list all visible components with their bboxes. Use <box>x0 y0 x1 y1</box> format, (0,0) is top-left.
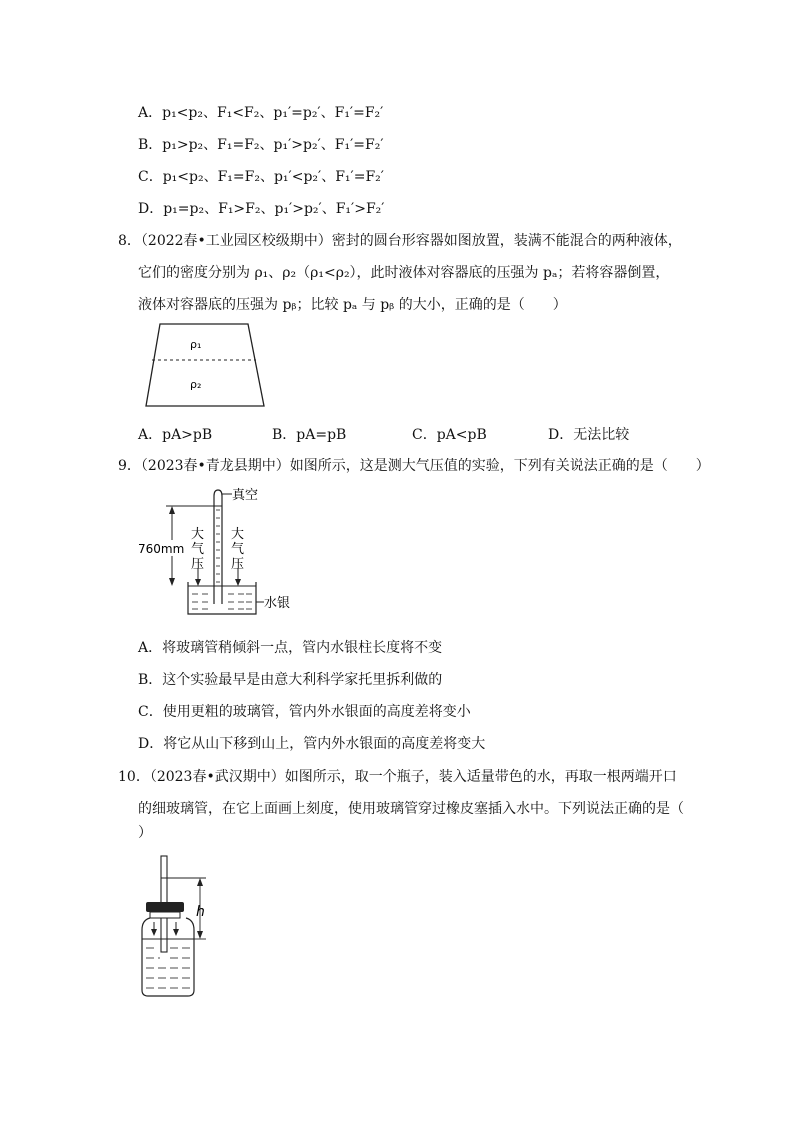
rubber-stopper <box>146 902 184 912</box>
h-arrow-down <box>197 931 203 939</box>
glass-tube <box>214 490 222 604</box>
atm-right-char-1: 大 <box>231 527 245 542</box>
atm-right-char-2: 气 <box>231 542 245 557</box>
pressure-arrowhead-left <box>151 929 157 936</box>
atm-right-char-3: 压 <box>231 557 245 572</box>
atm-arrowhead-right <box>235 579 241 586</box>
q10-stem-line-2: 的细玻璃管，在它上面画上刻度，使用玻璃管穿过橡皮塞插入水中。下列说法正确的是（ <box>138 801 684 817</box>
q8-stem-line-3: 液体对容器底的压强为 pᵦ；比较 pₐ 与 pᵦ 的大小，正确的是（ ） <box>138 297 567 313</box>
tube-mercury <box>216 510 220 582</box>
q8-option-c: C．pA<pB <box>412 427 487 443</box>
bottle-body <box>142 918 194 996</box>
atm-left-char-2: 气 <box>191 542 205 557</box>
q8-stem-line-2: 它们的密度分别为 ρ₁、ρ₂（ρ₁<ρ₂），此时液体对容器底的压强为 pₐ；若将容器倒置， <box>138 265 670 281</box>
rho1-label: ρ₁ <box>190 338 202 351</box>
q7-option-c: C．p₁<p₂、F₁=F₂、p₁′<p₂′、F₁′=F₂′ <box>138 169 384 185</box>
bottle-neck <box>150 912 180 918</box>
q8-option-a: A．pA>pB <box>138 427 213 443</box>
q10-bottle-figure <box>136 852 236 1002</box>
height-arrow-down <box>169 578 175 586</box>
height-arrow-up <box>169 506 175 514</box>
q10-stem-line-3: ） <box>138 825 152 841</box>
h-arrow-up <box>197 878 203 886</box>
water-hatching <box>146 948 190 988</box>
q9-stem: 9．（2023春•青龙县期中）如图所示，这是测大气压值的实验，下列有关说法正确的是（ ） <box>118 458 710 474</box>
height-label: 760mm <box>138 542 185 556</box>
q7-option-d: D．p₁=p₂、F₁>F₂、p₁′>p₂′、F₁′>F₂′ <box>138 201 385 217</box>
q7-option-b: B．p₁>p₂、F₁=F₂、p₁′>p₂′、F₁′=F₂′ <box>138 137 384 153</box>
q9-barometer-figure <box>136 486 306 620</box>
atm-left-char-3: 压 <box>191 557 205 572</box>
atm-arrowhead-left <box>195 579 201 586</box>
vacuum-label: 真空 <box>232 488 259 503</box>
q10-stem-line-1: 10．（2023春•武汉期中）如图所示，取一个瓶子，装入适量带色的水，再取一根两端开口 <box>118 769 677 785</box>
q8-option-d: D．无法比较 <box>548 427 630 443</box>
rho2-label: ρ₂ <box>190 378 202 391</box>
frustum-outline <box>146 324 264 406</box>
q9-option-a: A．将玻璃管稍倾斜一点，管内水银柱长度将不变 <box>138 640 443 656</box>
h-label: h <box>196 904 205 920</box>
q9-option-b: B．这个实验最早是由意大利科学家托里拆利做的 <box>138 672 443 688</box>
pressure-arrowhead-right <box>173 929 179 936</box>
q8-option-b: B．pA=pB <box>272 427 347 443</box>
q9-option-d: D．将它从山下移到山上，管内外水银面的高度差将变大 <box>138 736 486 752</box>
q8-stem-line-1: 8．（2022春•工业园区校级期中）密封的圆台形容器如图放置，装满不能混合的两种液体， <box>118 233 682 249</box>
q7-option-a: A．p₁<p₂、F₁<F₂、p₁′=p₂′、F₁′=F₂′ <box>138 105 384 121</box>
q8-frustum-figure <box>140 318 270 414</box>
mercury-label: 水银 <box>264 596 291 611</box>
atm-left-char-1: 大 <box>191 527 205 542</box>
q9-option-c: C．使用更粗的玻璃管，管内外水银面的高度差将变小 <box>138 704 471 720</box>
